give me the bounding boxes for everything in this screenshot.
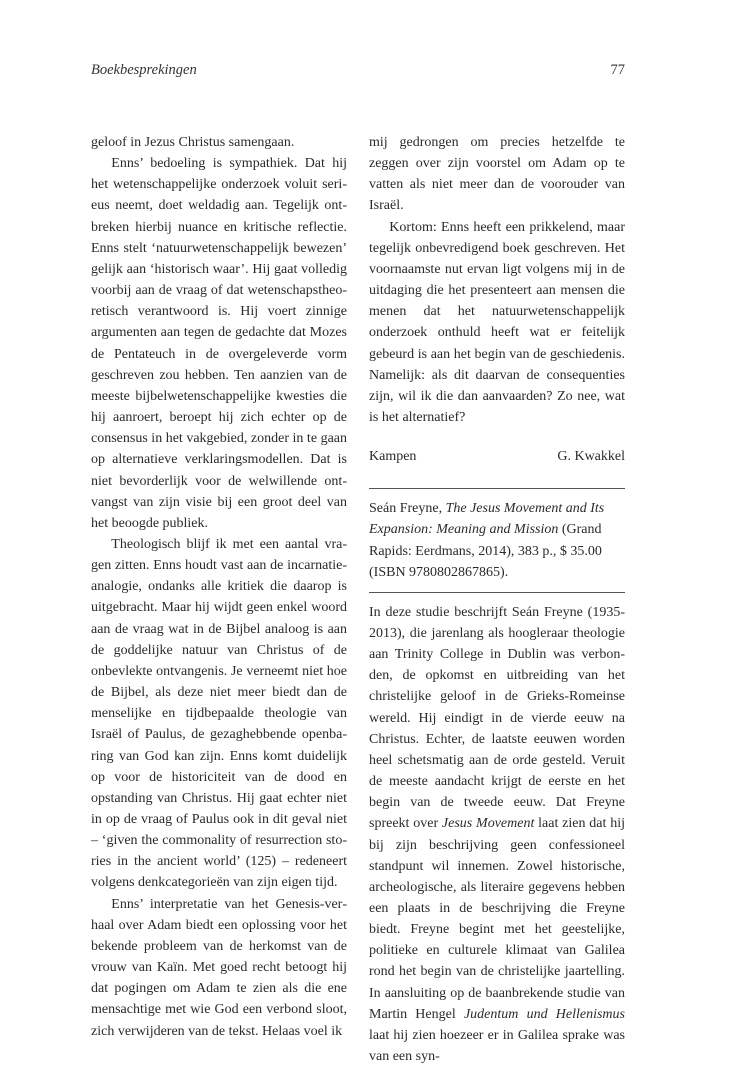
review-signoff — [369, 446, 625, 467]
page-number: 77 — [610, 62, 625, 78]
book-details: (Grand Rapids: Eerdmans, 2014), 383 p., $ 35.00 (ISBN 9780802867865). — [369, 522, 602, 580]
left-column — [91, 132, 347, 1042]
paragraph: geloof in Jezus Christus samengaan. — [91, 135, 295, 150]
book-title: The Jesus Movement and Its Expansion: Meaning and Mission — [369, 501, 605, 538]
review-place: Kampen — [369, 449, 417, 465]
text-run: In deze studie beschrijft Seán Freyne (1935-2013), die jarenlang als hoogleraar theologie aan Trinity College in Dublin was verbonden, de opkomst en uitbreiding van het christelijke geloof in de Grieks-Romeinse wereld. Hij eindigt in de vierde eeuw na Christus. Echter, de laatste eeuwen worden heel schetsmatig aan de orde gesteld. Veruit de meeste aandacht krijgt de eerste en het begin van de tweede eeuw. Dat Freyne spreekt over — [369, 604, 625, 832]
paragraph: mij gedrongen om precies hetzelfde te zeggen over zijn voorstel om Adam op te vatten als niet meer dan de voorouder van Israël. — [369, 135, 625, 214]
paragraph: Enns’ interpretatie van het Genesis-verhaal over Adam biedt een oplossing voor het bekende probleem van de herkomst van de vrouw van Kaïn. Met goed recht betoogt hij dat pogingen om Adam te zien als die ene mensachtige met wie God een verbond sloot, zich verwijderen van de tekst. Helaas voel ik — [91, 896, 347, 1039]
emphasis: Jesus Movement — [441, 816, 535, 832]
reviewer-name: G. Kwakkel — [557, 449, 625, 465]
divider — [369, 488, 625, 489]
text-run: laat zien dat hij bij zijn beschrijving geen confessioneel standpunt wil innemen. Zowel historische, archeologische, als literaire gegevens hebben een plaats in de beschrijving die Freyne biedt. Freyne begint met het geestelijke, politieke en culturele klimaat van Galilea rond het begin van de christelijke jaartelling. In aansluiting op de baanbrekende studie van Martin Hengel — [369, 816, 625, 1022]
emphasis: Judentum und Hellenismus — [463, 1006, 625, 1022]
text-run: laat hij zien hoezeer er in Galilea sprake was van een syn- — [369, 1027, 625, 1065]
book-author: Seán Freyne, — [369, 501, 446, 517]
divider — [369, 592, 625, 593]
paragraph: Enns’ bedoeling is sympathiek. Dat hij het wetenschappelijke onderzoek voluit serieus neemt, doet weldadig aan. Tegelijk ontbreken hierbij nuance en kritische reflectie. Enns stelt ‘natuurwetenschappelijk bewezen’ gelijk aan ‘historisch waar’. Hij gaat volledig voorbij aan de vraag of dat wetenschapstheoretisch verantwoord is. Hij voert zinnige argumenten aan tegen de gedachte dat Mozes de Pentateuch in de overgeleverde vorm geschreven zou hebben. Ten aanzien van de meeste bijbelwetenschappelijke kwesties die hij aanroert, beroept hij zich echter op de consensus in het vakgebied, zonder in te gaan op alternatieve verklaringsmodellen. Dat is niet bevorderlijk voor de welwillende ontvangst van zijn visie bij een groot deel van het beoogde publiek. — [91, 156, 347, 531]
paragraph: Theologisch blijf ik met een aantal vragen zitten. Enns houdt vast aan de incarnatie-analogie, ondanks alle kritiek die daarop is uitgebracht. Maar hij wijdt geen enkel woord aan de vraag wat in de Bijbel analoog is aan de goddelijke natuur van Christus of de onbevlekte ontvangenis. Je verneemt niet hoe de Bijbel, als deze niet meer biedt dan de menselijke en tijdbepaalde theologie van Israël of Paulus, de gezaghebbende openbaring van God kan zijn. Enns komt duidelijk op voor de historiciteit van de dood en opstanding van Christus. Hij gaat echter niet in op de vraag of Paulus ook in dit geval niet – ‘given the commonality of resurrection stories in the ancient world’ (125) – redeneert volgens denkcategorieën van zijn eigen tijd. — [91, 536, 347, 891]
running-head — [91, 62, 625, 84]
paragraph: Kortom: Enns heeft een prikkelend, maar tegelijk onbevredigend boek geschreven. Het voornaamste nut ervan ligt volgens mij in de uitdaging die het presenteert aan mensen die menen dat het natuurwetenschappelijk onderzoek onthuld heeft wat er feitelijk gebeurd is aan het begin van de geschiedenis. Namelijk: als dit daarvan de consequenties zijn, wil ik die dan aanvaarden? Zo nee, wat is het alternatief? — [369, 219, 625, 426]
book-citation — [369, 498, 625, 583]
right-column — [369, 132, 625, 1067]
paragraph — [369, 602, 625, 1067]
section-title: Boekbesprekingen — [91, 62, 197, 78]
